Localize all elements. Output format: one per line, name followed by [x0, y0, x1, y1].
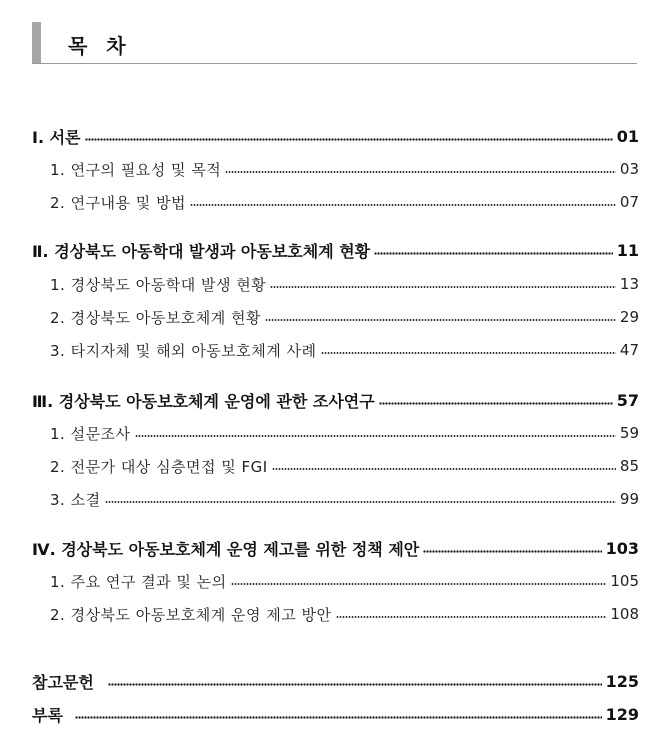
- toc-section-2-3[interactable]: [32, 338, 639, 362]
- toc-section-3-3[interactable]: [32, 487, 639, 511]
- dot-leader: [270, 286, 616, 288]
- toc-label: 3. 타지자체 및 해외 아동보호체계 사례: [50, 341, 317, 360]
- toc-page-number: 07: [619, 193, 639, 211]
- dot-leader: [225, 171, 616, 173]
- toc-label: 1. 연구의 필요성 및 목적: [50, 160, 222, 179]
- dot-leader: [75, 716, 602, 719]
- toc-title-bar: [32, 22, 637, 64]
- toc-chapter-1[interactable]: [32, 124, 639, 148]
- toc-section-1-1[interactable]: [32, 157, 639, 181]
- toc-label: 3. 소결: [50, 490, 101, 509]
- dot-leader: [374, 252, 613, 255]
- page-title: 목 차: [68, 34, 132, 58]
- toc-section-2-2[interactable]: [32, 305, 639, 329]
- dot-leader: [423, 550, 601, 553]
- toc-label: Ⅰ. 서론: [32, 127, 81, 147]
- title-underline: [32, 63, 637, 64]
- toc-page-number: 01: [616, 126, 639, 146]
- toc-page-number: 13: [619, 275, 639, 293]
- toc-page-number: 105: [610, 572, 639, 590]
- dot-leader: [135, 435, 616, 437]
- toc-page-number: 59: [619, 424, 639, 442]
- dot-leader: [231, 583, 607, 585]
- toc-section-4-2[interactable]: [32, 602, 639, 626]
- toc-label: 2. 연구내용 및 방법: [50, 193, 187, 212]
- dot-leader: [265, 319, 616, 321]
- toc-label: 2. 전문가 대상 심층면접 및 FGI: [50, 457, 268, 476]
- toc-label: Ⅳ. 경상북도 아동보호체계 운영 제고를 위한 정책 제안: [32, 539, 420, 559]
- dot-leader: [336, 616, 607, 618]
- toc-page-number: 57: [616, 390, 639, 410]
- toc-label: 1. 주요 연구 결과 및 논의: [50, 572, 227, 591]
- toc-page-number: 103: [605, 538, 639, 558]
- toc-page-number: 129: [605, 704, 639, 724]
- toc-section-1-2[interactable]: [32, 190, 639, 214]
- dot-leader: [190, 204, 616, 206]
- toc-section-3-1[interactable]: [32, 421, 639, 445]
- toc-page-number: 108: [610, 605, 639, 623]
- dot-leader: [85, 138, 613, 141]
- toc-page-number: 85: [619, 457, 639, 475]
- toc-page-number: 99: [619, 490, 639, 508]
- toc-section-4-1[interactable]: [32, 569, 639, 593]
- toc-section-2-1[interactable]: [32, 272, 639, 296]
- toc-page-number: 47: [619, 341, 639, 359]
- toc-page-number: 03: [619, 160, 639, 178]
- toc-label: 1. 경상북도 아동학대 발생 현황: [50, 275, 267, 294]
- dot-leader: [272, 468, 616, 470]
- toc-label: 1. 설문조사: [50, 424, 131, 443]
- dot-leader: [321, 352, 616, 354]
- dot-leader: [105, 501, 616, 503]
- toc-page-number: 125: [605, 671, 639, 691]
- toc-label: 부록: [32, 705, 63, 725]
- toc-page-number: 11: [616, 240, 639, 260]
- toc-label: 2. 경상북도 아동보호체계 현황: [50, 308, 261, 327]
- toc-references[interactable]: [32, 669, 639, 693]
- toc-label: Ⅲ. 경상북도 아동보호체계 운영에 관한 조사연구: [32, 391, 375, 411]
- dot-leader: [108, 683, 602, 686]
- toc-label: 2. 경상북도 아동보호체계 운영 제고 방안: [50, 605, 332, 624]
- toc-appendix[interactable]: [32, 702, 639, 726]
- toc-label: 참고문헌: [32, 672, 94, 692]
- title-accent-bar: [32, 22, 41, 64]
- toc-chapter-4[interactable]: [32, 536, 639, 560]
- toc-page-number: 29: [619, 308, 639, 326]
- dot-leader: [379, 402, 613, 405]
- toc-chapter-3[interactable]: [32, 388, 639, 412]
- toc-chapter-2[interactable]: [32, 238, 639, 262]
- toc-section-3-2[interactable]: [32, 454, 639, 478]
- toc-label: Ⅱ. 경상북도 아동학대 발생과 아동보호체계 현황: [32, 241, 371, 261]
